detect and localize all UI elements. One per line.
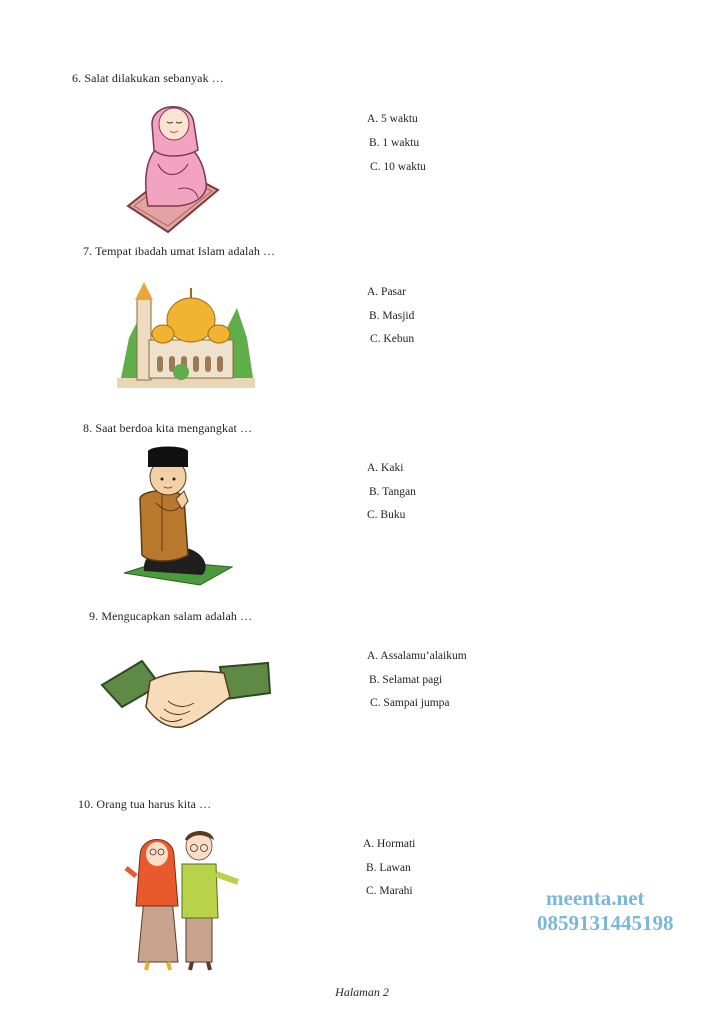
option-9a: A. Assalamu’alaikum [367, 650, 467, 662]
question-text: Salat dilakukan sebanyak … [84, 71, 224, 85]
question-10 [78, 797, 211, 812]
option-7c: C. Kebun [370, 333, 415, 345]
handshake-illustration [98, 655, 274, 735]
parents-illustration [122, 826, 248, 976]
question-number: 9. [89, 609, 99, 623]
option-7b: B. Masjid [369, 310, 415, 322]
question-9 [89, 609, 252, 624]
question-number: 7. [83, 244, 93, 258]
question-7 [83, 244, 275, 259]
watermark-phone: 0859131445198 [537, 911, 674, 935]
praying-girl-illustration [118, 94, 228, 236]
option-10c: C. Marahi [366, 885, 413, 897]
question-number: 6. [72, 71, 82, 85]
page-footer: Halaman 2 [335, 985, 389, 999]
option-9b: B. Selamat pagi [369, 674, 443, 686]
question-number: 10. [78, 797, 94, 811]
option-6a: A. 5 waktu [367, 113, 418, 125]
question-text: Orang tua harus kita … [96, 797, 212, 811]
watermark-site: meenta.net [546, 886, 645, 910]
question-8 [83, 421, 252, 436]
option-8c: C. Buku [367, 509, 406, 521]
option-6b: B. 1 waktu [369, 137, 420, 149]
option-10b: B. Lawan [366, 862, 411, 874]
option-7a: A. Pasar [367, 286, 406, 298]
option-8b: B. Tangan [369, 486, 416, 498]
mosque-illustration [113, 268, 259, 392]
option-10a: A. Hormati [363, 838, 416, 850]
option-6c: C. 10 waktu [370, 161, 426, 173]
question-text: Saat berdoa kita mengangkat … [95, 421, 253, 435]
praying-boy-illustration [122, 443, 234, 589]
question-6 [72, 71, 224, 86]
question-text: Tempat ibadah umat Islam adalah … [95, 244, 276, 258]
option-9c: C. Sampai jumpa [370, 697, 450, 709]
question-number: 8. [83, 421, 93, 435]
question-text: Mengucapkan salam adalah … [101, 609, 253, 623]
option-8a: A. Kaki [367, 462, 404, 474]
